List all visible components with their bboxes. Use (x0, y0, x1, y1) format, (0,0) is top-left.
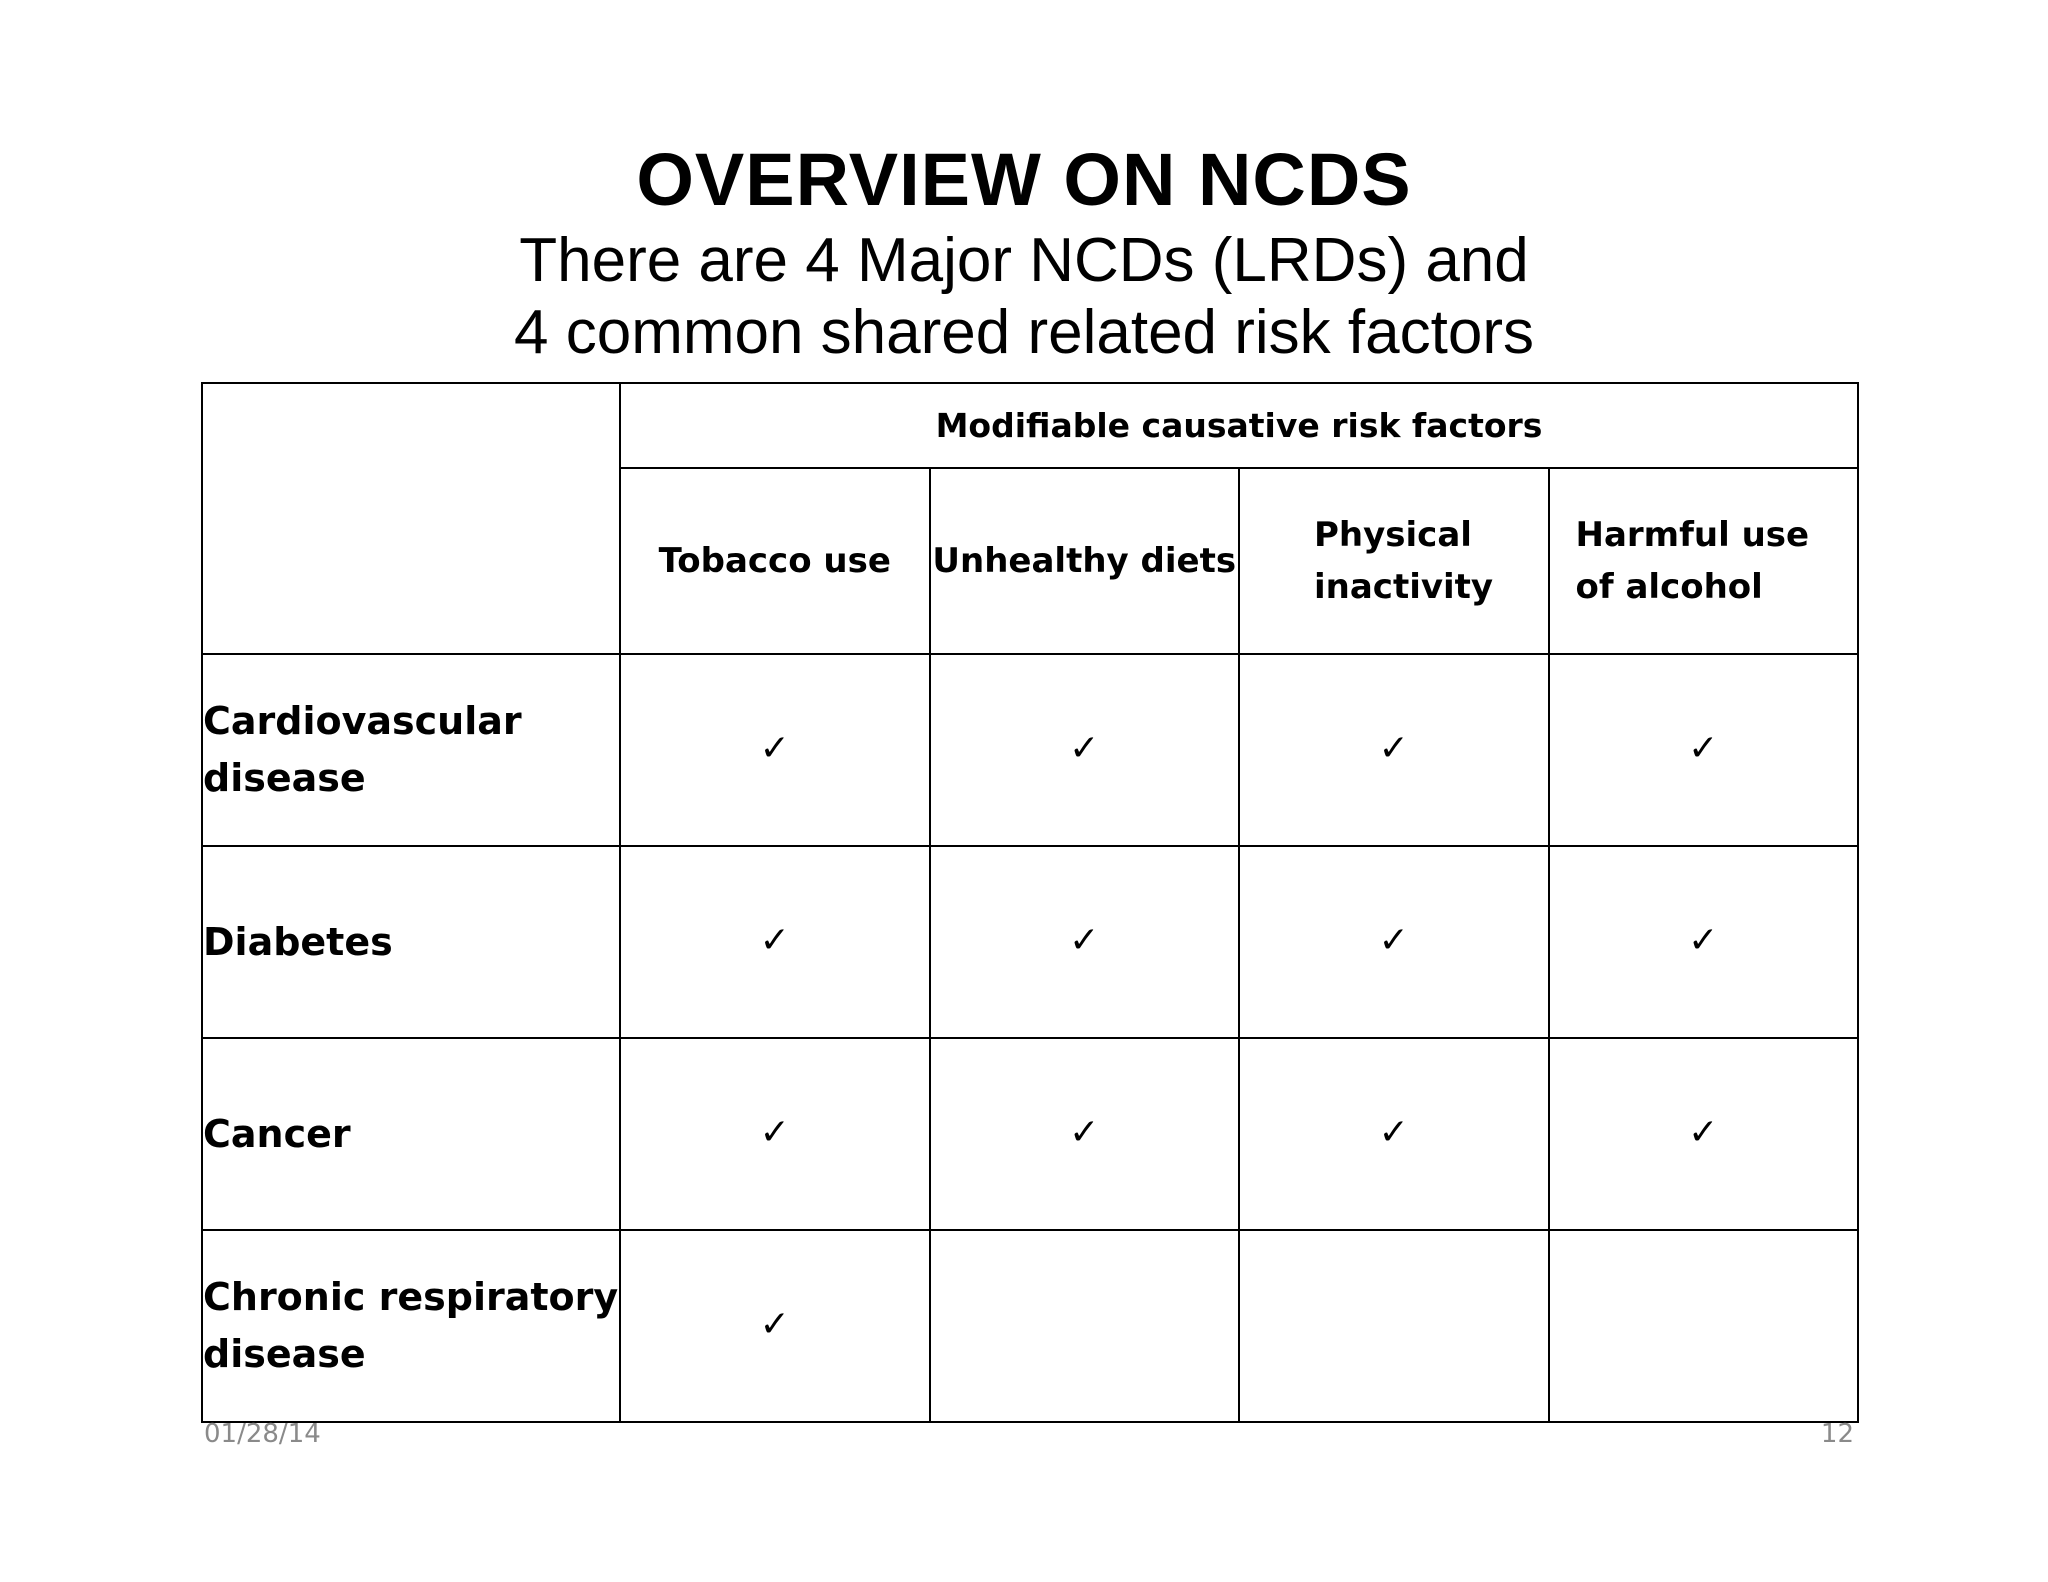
check-cell (1549, 654, 1859, 846)
footer-page-number: 12 (1820, 1419, 1854, 1449)
empty-corner-cell (202, 383, 620, 654)
disease-label: Cardiovascular disease (202, 654, 620, 846)
table-row (202, 1038, 1858, 1230)
checkmark-icon: ✓ (1688, 1111, 1719, 1153)
subtitle-line-1: There are 4 Major NCDs (LRDs) and (519, 226, 1529, 295)
check-cell (1549, 1230, 1859, 1422)
table-header-row (202, 383, 1858, 468)
check-cell (930, 1230, 1240, 1422)
check-cell (1549, 846, 1859, 1038)
slide-subtitle (0, 225, 2048, 369)
factor-header-inactivity: Physical inactivity (1239, 468, 1549, 654)
disease-label: Chronic respiratory disease (202, 1230, 620, 1422)
check-cell (620, 654, 930, 846)
checkmark-icon: ✓ (1688, 727, 1719, 769)
check-cell (1549, 1038, 1859, 1230)
checkmark-icon: ✓ (1069, 1111, 1100, 1153)
check-cell (620, 1038, 930, 1230)
checkmark-icon: ✓ (1069, 727, 1100, 769)
table-row (202, 846, 1858, 1038)
checkmark-icon: ✓ (1069, 919, 1100, 961)
disease-label: Cancer (202, 1038, 620, 1230)
check-cell (620, 846, 930, 1038)
checkmark-icon: ✓ (759, 919, 790, 961)
check-cell (1239, 1230, 1549, 1422)
checkmark-icon: ✓ (759, 1303, 790, 1345)
disease-label: Diabetes (202, 846, 620, 1038)
footer-date: 01/28/14 (204, 1419, 321, 1449)
check-cell (1239, 1038, 1549, 1230)
table-row (202, 1230, 1858, 1422)
factor-header-diets: Unhealthy diets (930, 468, 1240, 654)
group-header-cell: Modifiable causative risk factors (620, 383, 1858, 468)
factor-header-alcohol: Harmful use of alcohol (1549, 468, 1859, 654)
factor-header-tobacco: Tobacco use (620, 468, 930, 654)
check-cell (1239, 846, 1549, 1038)
ncd-risk-factor-table (201, 382, 1859, 1423)
check-cell (1239, 654, 1549, 846)
slide-title: OVERVIEW ON NCDS (636, 138, 1412, 221)
table-row (202, 654, 1858, 846)
checkmark-icon: ✓ (759, 1111, 790, 1153)
check-cell (930, 1038, 1240, 1230)
check-cell (930, 846, 1240, 1038)
checkmark-icon: ✓ (1378, 1111, 1409, 1153)
checkmark-icon: ✓ (1688, 919, 1719, 961)
check-cell (930, 654, 1240, 846)
check-cell (620, 1230, 930, 1422)
checkmark-icon: ✓ (759, 727, 790, 769)
checkmark-icon: ✓ (1378, 727, 1409, 769)
checkmark-icon: ✓ (1378, 919, 1409, 961)
subtitle-line-2: 4 common shared related risk factors (514, 298, 1534, 367)
